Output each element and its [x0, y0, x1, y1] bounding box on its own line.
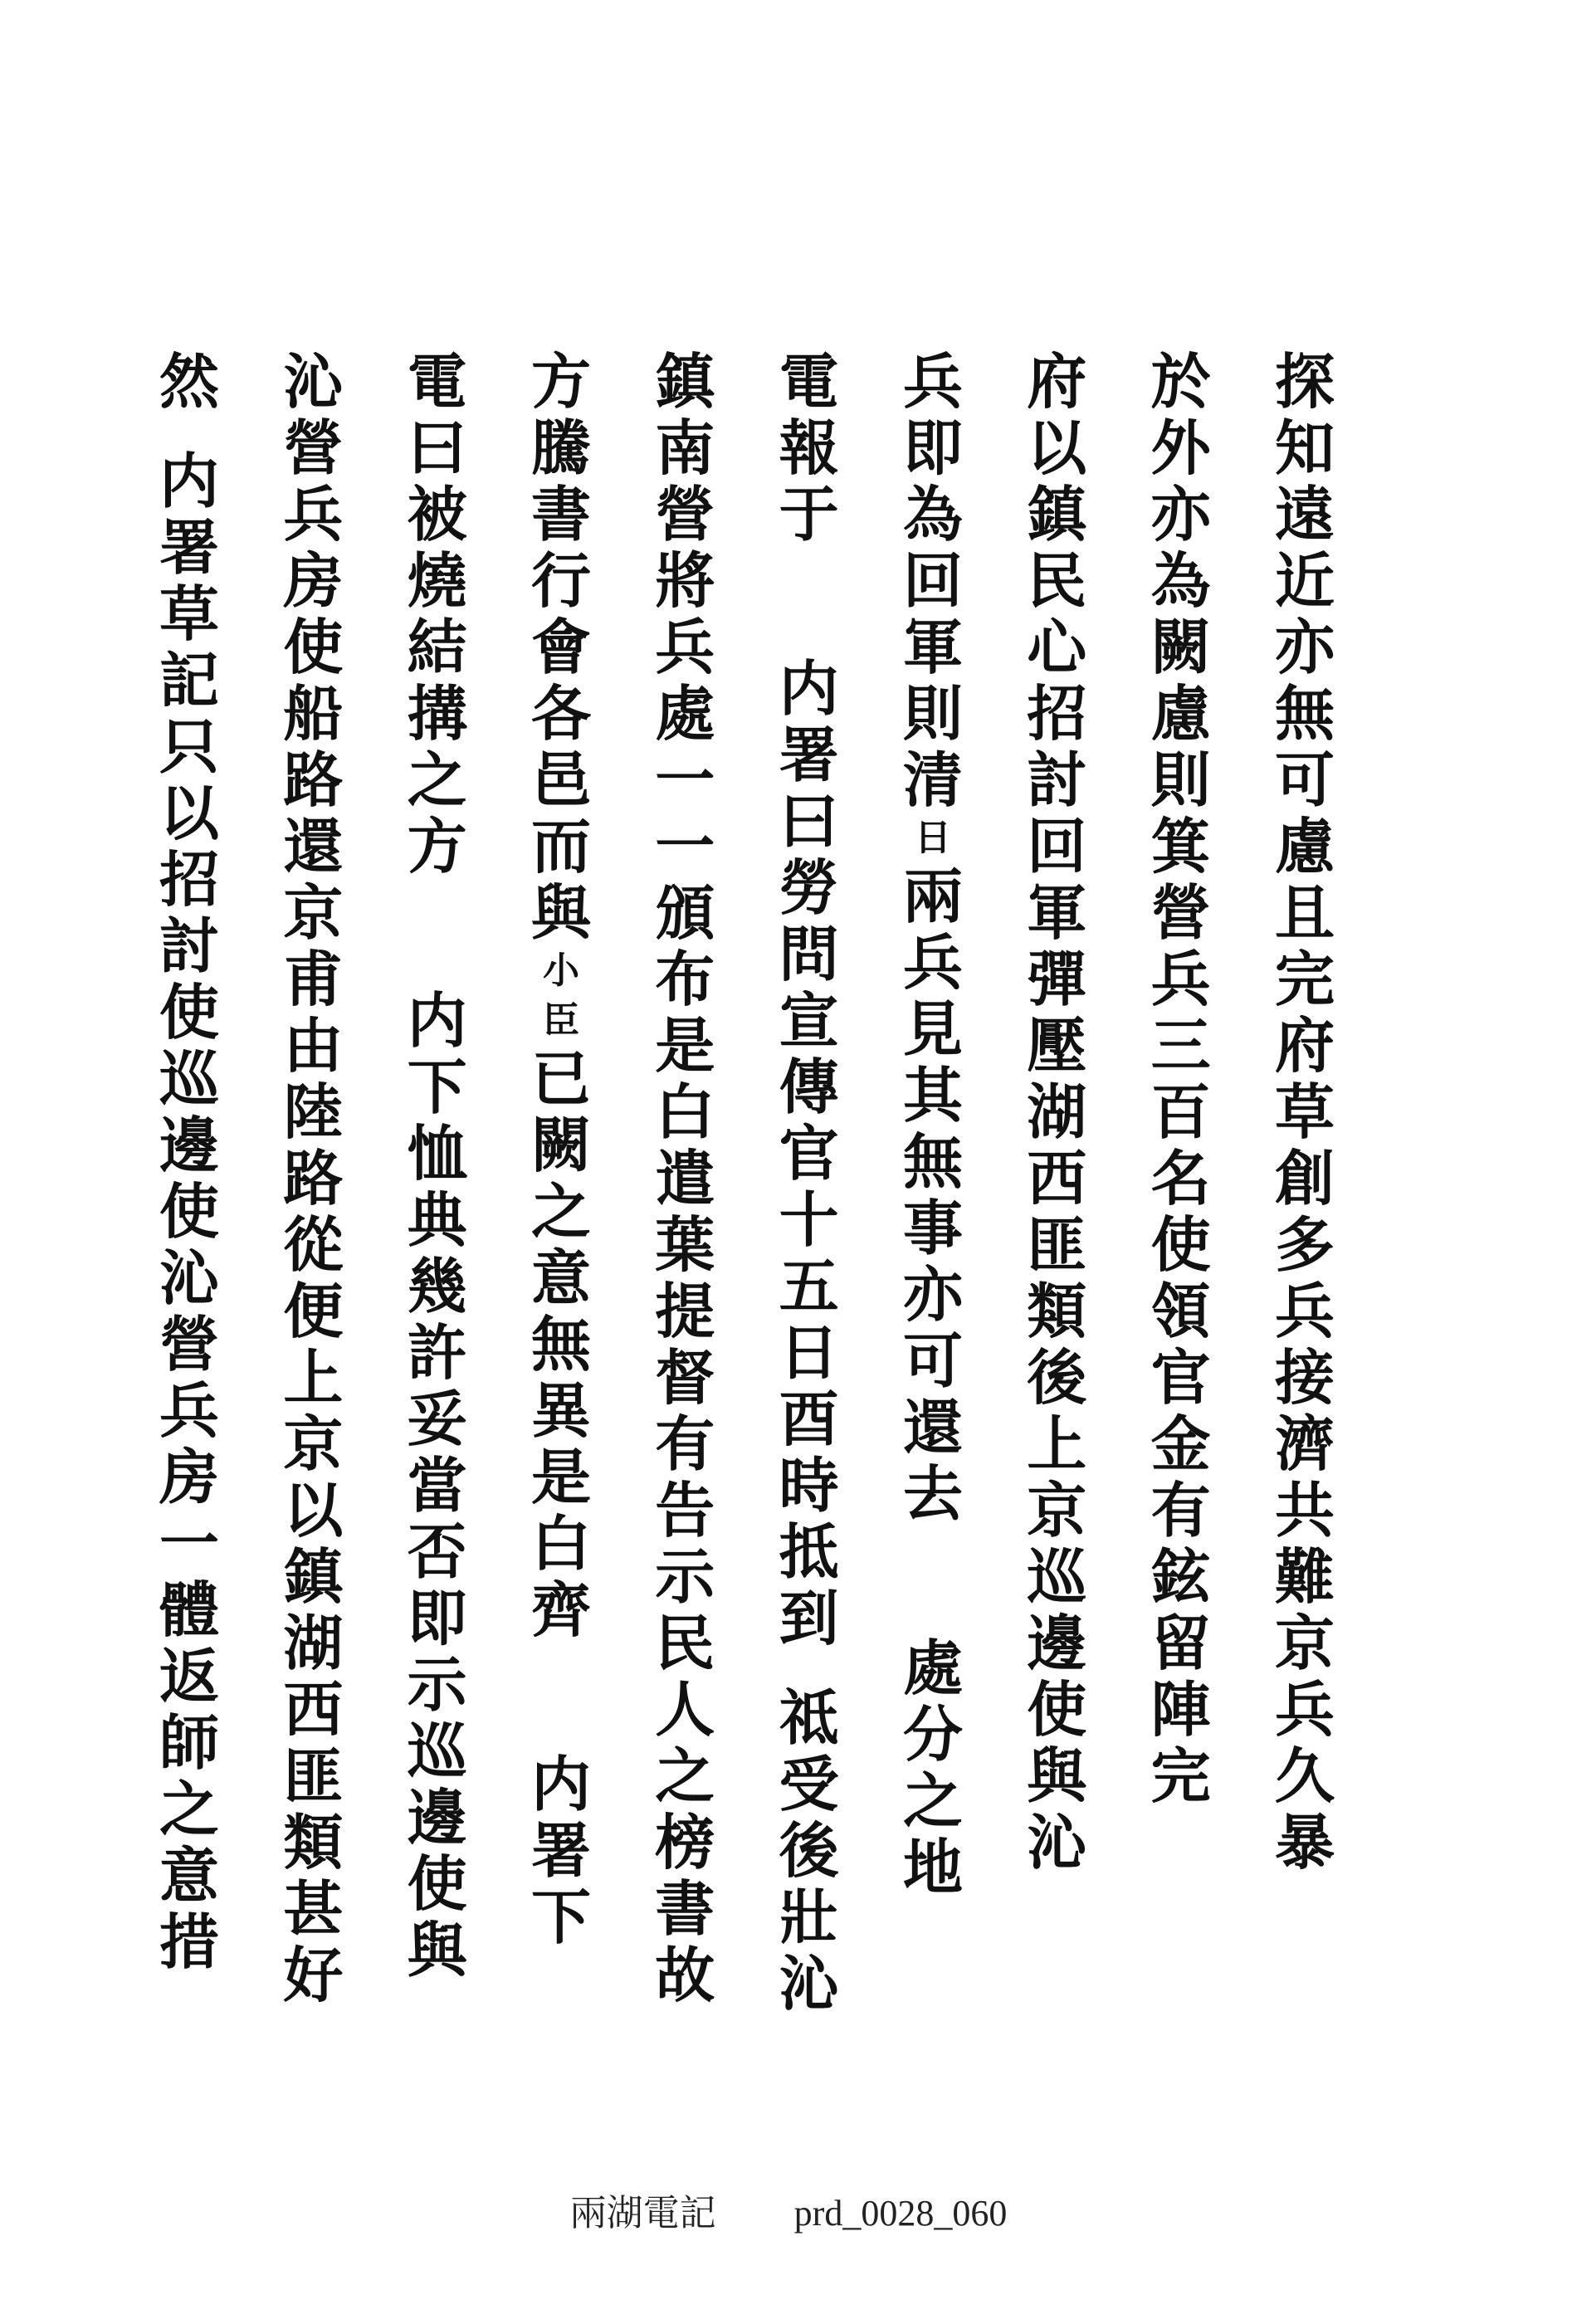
glyph: 湖 — [1027, 1077, 1087, 1147]
glyph: 為 — [1150, 545, 1211, 616]
glyph: 處 — [655, 678, 715, 749]
glyph: 可 — [1274, 745, 1335, 815]
glyph: 巡 — [407, 1716, 467, 1786]
glyph: 地 — [902, 1832, 963, 1902]
glyph: 上 — [283, 1342, 344, 1413]
text-segment — [896, 863, 969, 1527]
glyph: 闕 — [530, 1110, 591, 1180]
glyph: 匪 — [1027, 1209, 1087, 1280]
glyph: 會 — [530, 612, 591, 682]
glyph: 返 — [159, 1641, 219, 1711]
glyph: 臣 — [542, 999, 579, 1042]
glyph: 鉉 — [1150, 1541, 1211, 1612]
glyph: 沁 — [159, 1243, 219, 1313]
glyph: 招 — [159, 844, 219, 915]
text-column — [1141, 346, 1221, 2075]
glyph: 將 — [655, 545, 715, 616]
glyph: 下 — [407, 1052, 467, 1122]
glyph: 鎮 — [283, 1541, 344, 1612]
glyph: 遠 — [1274, 479, 1335, 549]
glyph: 南 — [655, 413, 715, 483]
glyph: 回 — [1027, 811, 1087, 881]
glyph: 後 — [779, 1815, 839, 1886]
glyph: 還 — [283, 811, 344, 881]
glyph: 便 — [283, 1276, 344, 1346]
document-title: 兩湖電記 — [569, 2192, 716, 2234]
glyph: 受 — [779, 1749, 839, 1819]
glyph: 到 — [779, 1583, 839, 1653]
glyph: 難 — [1274, 1541, 1335, 1612]
glyph: 一 — [159, 1508, 219, 1579]
glyph: 問 — [779, 919, 839, 989]
text-column — [398, 346, 477, 2075]
glyph: 探 — [1274, 346, 1335, 417]
glyph: 則 — [902, 678, 963, 749]
glyph: 兩 — [902, 861, 963, 931]
glyph: 西 — [283, 1674, 344, 1745]
text-segment — [773, 653, 846, 1653]
page-footer — [0, 2183, 1577, 2236]
text-segment — [525, 1751, 598, 1950]
glyph: 以 — [1027, 413, 1087, 483]
glyph: 分 — [902, 1699, 963, 1770]
glyph: 騰 — [530, 413, 591, 483]
glyph: 陣 — [1150, 1674, 1211, 1745]
glyph: 路 — [283, 1143, 344, 1213]
glyph: 清 — [902, 745, 963, 815]
glyph: 軍 — [902, 612, 963, 682]
glyph: 後 — [1027, 1342, 1087, 1413]
glyph: 使 — [159, 1176, 219, 1247]
glyph: 只 — [159, 711, 219, 782]
glyph: 沁 — [1027, 1807, 1087, 1877]
glyph: 已 — [530, 1043, 591, 1114]
glyph: 白 — [530, 1508, 591, 1579]
glyph: 為 — [902, 479, 963, 549]
text-segment — [1020, 346, 1093, 1877]
glyph: 故 — [655, 1940, 715, 2010]
glyph: 還 — [902, 1392, 963, 1462]
glyph: 人 — [655, 1674, 715, 1745]
glyph: 營 — [283, 413, 344, 483]
glyph: 兵 — [159, 1375, 219, 1446]
text-segment — [525, 1043, 598, 1645]
glyph: 内 — [530, 1749, 591, 1819]
glyph: 内 — [407, 985, 467, 1056]
glyph: 意 — [159, 1840, 219, 1911]
glyph: 方 — [530, 346, 591, 417]
text-segment — [153, 448, 226, 1975]
glyph: 白 — [655, 1077, 715, 1147]
glyph: 官 — [1150, 1342, 1211, 1413]
glyph: 之 — [902, 1765, 963, 1836]
glyph: 彈 — [1027, 944, 1087, 1014]
glyph: 路 — [283, 745, 344, 815]
glyph: 類 — [1027, 1276, 1087, 1346]
glyph: 遣 — [655, 1143, 715, 1213]
glyph: 之 — [407, 745, 467, 815]
glyph: 創 — [1274, 1143, 1335, 1213]
glyph: 書 — [655, 1873, 715, 1944]
glyph: 兵 — [1150, 944, 1211, 1014]
glyph: 暴 — [1274, 1807, 1335, 1877]
glyph: 無 — [530, 1309, 591, 1379]
glyph: 金 — [1150, 1409, 1211, 1479]
glyph: 布 — [655, 944, 715, 1014]
interlinear-note — [525, 946, 598, 1046]
glyph: 結 — [407, 612, 467, 682]
glyph: 鎮 — [1027, 479, 1087, 549]
glyph: 幾 — [407, 1251, 467, 1321]
glyph: 以 — [159, 778, 219, 848]
glyph: 使 — [407, 1848, 467, 1919]
glyph: 百 — [1150, 1077, 1211, 1147]
glyph: 有 — [655, 1409, 715, 1479]
glyph: 搆 — [407, 678, 467, 749]
glyph: 措 — [159, 1907, 219, 1977]
glyph: 方 — [407, 811, 467, 881]
glyph: 知 — [1274, 413, 1335, 483]
glyph: 亦 — [1150, 479, 1211, 549]
glyph: 内 — [159, 446, 219, 516]
glyph: 共 — [1274, 1475, 1335, 1545]
vertical-text-block — [149, 346, 1345, 2075]
glyph: 慮 — [1274, 811, 1335, 881]
glyph: 異 — [530, 1375, 591, 1446]
glyph: 船 — [283, 678, 344, 749]
glyph: 由 — [283, 1010, 344, 1081]
glyph: 燒 — [407, 545, 467, 616]
glyph: 被 — [407, 479, 467, 549]
text-column — [521, 346, 601, 2075]
glyph: 官 — [779, 1118, 839, 1189]
text-column — [769, 346, 849, 2075]
glyph: 久 — [1274, 1741, 1335, 1811]
text-column — [893, 346, 973, 2075]
glyph: 兵 — [655, 612, 715, 682]
text-segment — [896, 1635, 969, 1901]
text-segment — [1145, 346, 1218, 1811]
text-segment — [525, 346, 598, 948]
glyph: 意 — [530, 1243, 591, 1313]
glyph: 典 — [407, 1184, 467, 1255]
glyph: 京 — [1274, 1608, 1335, 1678]
glyph: 與 — [530, 877, 591, 948]
glyph: 兵 — [902, 927, 963, 998]
glyph: 示 — [655, 1541, 715, 1612]
glyph: 其 — [902, 1060, 963, 1130]
glyph: 之 — [655, 1741, 715, 1811]
glyph: 日 — [779, 1317, 839, 1388]
glyph: 京 — [283, 1409, 344, 1479]
glyph: 書 — [530, 479, 591, 549]
glyph: 多 — [1274, 1209, 1335, 1280]
glyph: 回 — [902, 545, 963, 616]
glyph: 匪 — [283, 1741, 344, 1811]
text-segment — [276, 346, 349, 2010]
glyph: 壯 — [779, 1882, 839, 1952]
glyph: 許 — [407, 1317, 467, 1388]
glyph: 討 — [1027, 745, 1087, 815]
glyph: 營 — [159, 1309, 219, 1379]
glyph: 使 — [283, 612, 344, 682]
glyph: 電 — [407, 346, 467, 417]
glyph: 小 — [542, 950, 579, 992]
glyph: 兵 — [283, 479, 344, 549]
glyph: 三 — [1150, 1010, 1211, 1081]
glyph: 之 — [159, 1774, 219, 1844]
glyph: 甚 — [283, 1873, 344, 1944]
glyph: 討 — [159, 911, 219, 981]
glyph: 處 — [902, 1633, 963, 1703]
glyph: 葉 — [655, 1209, 715, 1280]
glyph: 京 — [283, 877, 344, 948]
glyph: 恤 — [407, 1118, 467, 1189]
glyph: 營 — [655, 479, 715, 549]
glyph: 有 — [1150, 1475, 1211, 1545]
glyph: 留 — [1150, 1608, 1211, 1678]
glyph: 上 — [1027, 1409, 1087, 1479]
glyph: 頒 — [655, 877, 715, 948]
text-column — [149, 346, 229, 2075]
glyph: 壓 — [1027, 1010, 1087, 1081]
glyph: 是 — [530, 1442, 591, 1512]
glyph: 行 — [530, 545, 591, 616]
glyph: 京 — [1027, 1475, 1087, 1545]
glyph: 民 — [1027, 545, 1087, 616]
glyph: 使 — [1027, 1674, 1087, 1745]
glyph: 兵 — [1274, 1674, 1335, 1745]
text-column — [1265, 346, 1345, 2075]
text-segment — [401, 346, 474, 881]
glyph: 内 — [779, 653, 839, 724]
glyph: 日 — [914, 817, 951, 859]
glyph: 招 — [1027, 678, 1087, 749]
glyph: 類 — [283, 1807, 344, 1877]
glyph: 示 — [407, 1649, 467, 1720]
text-segment — [648, 346, 721, 2010]
glyph: 宣 — [779, 985, 839, 1056]
glyph: 軍 — [1027, 877, 1087, 948]
glyph: 即 — [407, 1583, 467, 1653]
glyph: 去 — [902, 1458, 963, 1529]
glyph: 報 — [779, 413, 839, 483]
text-segment — [1268, 346, 1341, 1877]
page-code: prd_0028_060 — [793, 2193, 1008, 2234]
glyph: 鎮 — [655, 346, 715, 417]
glyph: 可 — [902, 1326, 963, 1396]
glyph: 然 — [159, 346, 219, 417]
glyph: 見 — [902, 994, 963, 1064]
glyph: 各 — [530, 678, 591, 749]
glyph: 祗 — [779, 1682, 839, 1753]
glyph: 箕 — [1150, 811, 1211, 881]
glyph: 署 — [530, 1815, 591, 1886]
glyph: 與 — [1027, 1741, 1087, 1811]
text-column — [1017, 346, 1096, 2075]
glyph: 接 — [1274, 1342, 1335, 1413]
glyph: 慮 — [1150, 678, 1211, 749]
glyph: 否 — [407, 1516, 467, 1587]
glyph: 酉 — [779, 1384, 839, 1454]
glyph: 榜 — [655, 1807, 715, 1877]
glyph: 抵 — [779, 1516, 839, 1587]
text-segment — [401, 985, 474, 1985]
glyph: 告 — [655, 1475, 715, 1545]
glyph: 齊 — [530, 1575, 591, 1645]
text-segment — [896, 346, 969, 815]
glyph: 邊 — [159, 1110, 219, 1180]
glyph: 房 — [283, 545, 344, 616]
glyph: 十 — [779, 1184, 839, 1255]
glyph: 邑 — [530, 745, 591, 815]
glyph: 名 — [1150, 1143, 1211, 1213]
glyph: 巡 — [159, 1043, 219, 1114]
glyph: 完 — [1274, 944, 1335, 1014]
glyph: 心 — [1027, 612, 1087, 682]
glyph: 西 — [1027, 1143, 1087, 1213]
glyph: 兵 — [1274, 1276, 1335, 1346]
glyph: 巡 — [1027, 1541, 1087, 1612]
glyph: 府 — [1027, 346, 1087, 417]
glyph: 無 — [1274, 678, 1335, 749]
glyph: 從 — [283, 1209, 344, 1280]
text-column — [645, 346, 725, 2075]
glyph: 督 — [655, 1342, 715, 1413]
glyph: 一 — [655, 811, 715, 881]
glyph: 五 — [779, 1251, 839, 1321]
glyph: 且 — [1274, 877, 1335, 948]
glyph: 而 — [530, 811, 591, 881]
glyph: 陸 — [283, 1077, 344, 1147]
glyph: 近 — [1274, 545, 1335, 616]
glyph: 當 — [407, 1450, 467, 1521]
glyph: 好 — [283, 1940, 344, 2010]
text-segment — [153, 346, 226, 417]
glyph: 下 — [530, 1882, 591, 1952]
glyph: 提 — [655, 1276, 715, 1346]
glyph: 營 — [1150, 877, 1211, 948]
glyph: 是 — [655, 1010, 715, 1081]
glyph: 房 — [159, 1442, 219, 1512]
glyph: 府 — [1274, 1010, 1335, 1081]
glyph: 電 — [779, 346, 839, 417]
glyph: 沁 — [283, 346, 344, 417]
glyph: 一 — [655, 745, 715, 815]
glyph: 無 — [902, 1126, 963, 1197]
glyph: 署 — [159, 512, 219, 583]
glyph: 邊 — [407, 1782, 467, 1853]
glyph: 于 — [779, 479, 839, 549]
glyph: 曰 — [779, 786, 839, 857]
interlinear-note — [896, 813, 969, 863]
glyph: 與 — [407, 1915, 467, 1985]
glyph: 傳 — [779, 1052, 839, 1122]
glyph: 之 — [530, 1176, 591, 1247]
glyph: 妥 — [407, 1384, 467, 1454]
glyph: 使 — [159, 977, 219, 1047]
glyph: 邊 — [1027, 1608, 1087, 1678]
glyph: 亦 — [902, 1259, 963, 1330]
glyph: 外 — [1150, 413, 1211, 483]
glyph: 體 — [159, 1575, 219, 1645]
glyph: 以 — [283, 1475, 344, 1545]
glyph: 亦 — [1274, 612, 1335, 682]
glyph: 署 — [779, 720, 839, 790]
text-segment — [773, 1682, 846, 2019]
text-column — [273, 346, 353, 2075]
glyph: 即 — [902, 413, 963, 483]
glyph: 甫 — [283, 944, 344, 1014]
glyph: 事 — [902, 1193, 963, 1263]
glyph: 則 — [1150, 745, 1211, 815]
glyph: 時 — [779, 1450, 839, 1521]
glyph: 兵 — [902, 346, 963, 417]
glyph: 勞 — [779, 852, 839, 923]
glyph: 草 — [159, 579, 219, 649]
glyph: 領 — [1150, 1276, 1211, 1346]
glyph: 濟 — [1274, 1409, 1335, 1479]
glyph: 記 — [159, 645, 219, 715]
glyph: 草 — [1274, 1077, 1335, 1147]
glyph: 沁 — [779, 1948, 839, 2019]
glyph: 湖 — [283, 1608, 344, 1678]
glyph: 完 — [1150, 1741, 1211, 1811]
glyph: 師 — [159, 1707, 219, 1778]
glyph: 曰 — [407, 413, 467, 483]
glyph: 闕 — [1150, 612, 1211, 682]
glyph: 於 — [1150, 346, 1211, 417]
text-segment — [773, 346, 846, 549]
glyph: 民 — [655, 1608, 715, 1678]
glyph: 使 — [1150, 1209, 1211, 1280]
